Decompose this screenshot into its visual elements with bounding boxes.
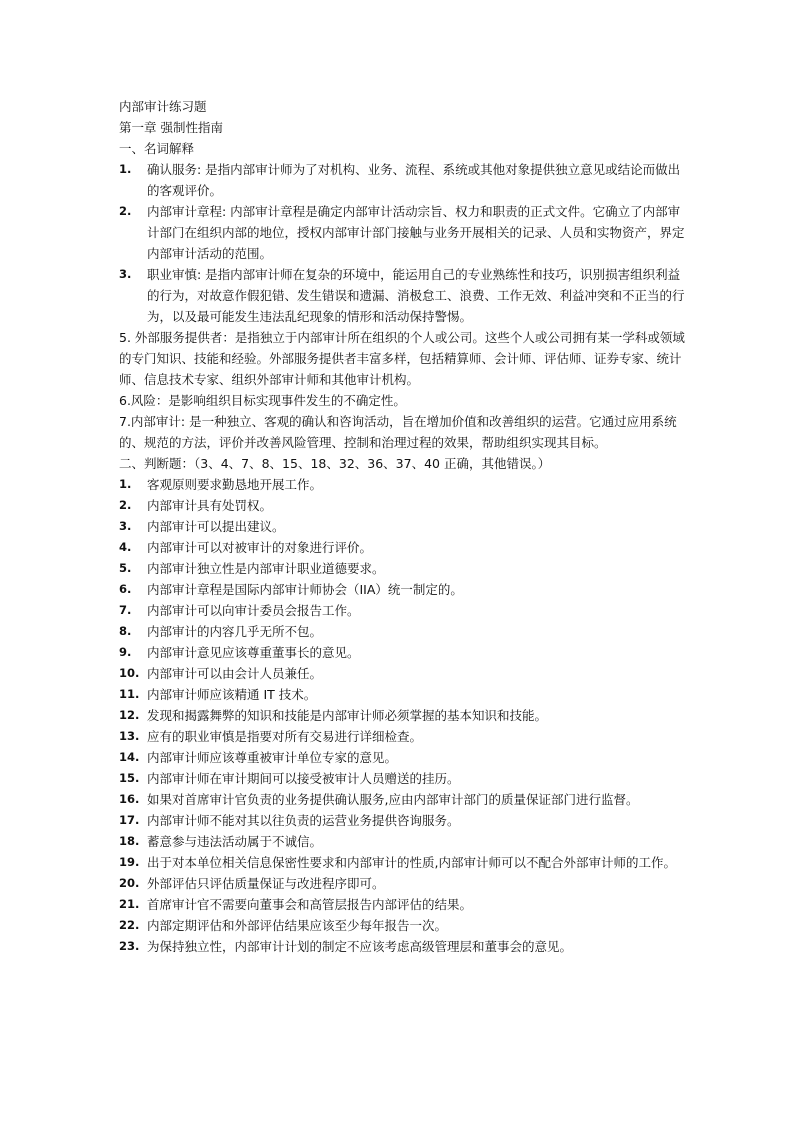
item-text: 内部审计师在审计期间可以接受被审计人员赠送的挂历。 xyxy=(147,771,460,786)
item-number: 3. xyxy=(119,519,132,533)
item-number: 11. xyxy=(119,687,140,701)
true-false-item xyxy=(119,726,685,747)
item-number: 14. xyxy=(119,750,140,764)
chapter-heading: 第一章 强制性指南 xyxy=(119,120,223,135)
item-text: 内部审计师应该精通 IT 技术。 xyxy=(147,687,317,702)
item-text: 出于对本单位相关信息保密性要求和内部审计的性质,内部审计师可以不配合外部审计师的工作。 xyxy=(147,855,676,870)
true-false-item xyxy=(119,831,685,852)
definition-paragraph-7: 7.内部审计: 是一种独立、客观的确认和咨询活动，旨在增加价值和改善组织的运营。它通过应用系统的、规范的方法，评价并改善风险管理、控制和治理过程的效果，帮助组织实现其目标。 xyxy=(119,414,677,450)
item-text: 为保持独立性，内部审计计划的制定不应该考虑高级管理层和董事会的意见。 xyxy=(147,939,573,954)
item-text: 内部审计可以由会计人员兼任。 xyxy=(147,666,323,681)
item-text: 内部审计可以向审计委员会报告工作。 xyxy=(147,603,360,618)
item-number: 8. xyxy=(119,624,132,638)
item-number: 20. xyxy=(119,876,140,890)
item-number: 16. xyxy=(119,792,140,806)
true-false-item xyxy=(119,663,685,684)
item-number: 10. xyxy=(119,666,140,680)
item-number: 3. xyxy=(119,267,132,281)
item-text: 内部审计具有处罚权。 xyxy=(147,498,273,513)
true-false-item xyxy=(119,684,685,705)
true-false-item xyxy=(119,600,685,621)
item-text: 内部审计章程是国际内部审计师协会（IIA）统一制定的。 xyxy=(147,582,463,597)
definition-item xyxy=(119,159,685,201)
item-text: 内部审计师不能对其以往负责的运营业务提供咨询服务。 xyxy=(147,813,460,828)
true-false-item xyxy=(119,852,685,873)
item-text: 发现和揭露舞弊的知识和技能是内部审计师必须掌握的基本知识和技能。 xyxy=(147,708,548,723)
definitions-list xyxy=(119,159,685,327)
true-false-item xyxy=(119,747,685,768)
item-number: 2. xyxy=(119,204,132,218)
true-false-item xyxy=(119,474,685,495)
item-text: 内部审计章程: 内部审计章程是确定内部审计活动宗旨、权力和职责的正式文件。它确立了内部审计部门在组织内部的地位，授权内部审计部门接触与业务开展相关的记录、人员和实物资产，界定内部审计活动的范围。 xyxy=(147,204,685,261)
true-false-item xyxy=(119,873,685,894)
item-number: 7. xyxy=(119,603,132,617)
item-text: 内部审计意见应该尊重董事长的意见。 xyxy=(147,645,360,660)
item-number: 9. xyxy=(119,645,132,659)
item-number: 22. xyxy=(119,918,140,932)
true-false-item xyxy=(119,558,685,579)
section-heading-definitions: 一、名词解释 xyxy=(119,141,195,156)
item-text: 内部定期评估和外部评估结果应该至少每年报告一次。 xyxy=(147,918,448,933)
definition-item xyxy=(119,264,685,327)
true-false-list xyxy=(119,474,685,957)
item-text: 外部评估只评估质量保证与改进程序即可。 xyxy=(147,876,385,891)
item-text: 应有的职业审慎是指要对所有交易进行详细检查。 xyxy=(147,729,423,744)
true-false-item xyxy=(119,789,685,810)
item-number: 12. xyxy=(119,708,140,722)
true-false-item xyxy=(119,579,685,600)
item-number: 1. xyxy=(119,162,132,176)
true-false-item xyxy=(119,915,685,936)
item-number: 6. xyxy=(119,582,132,596)
true-false-item xyxy=(119,768,685,789)
item-number: 2. xyxy=(119,498,132,512)
item-number: 5. xyxy=(119,561,132,575)
item-text: 客观原则要求勤恳地开展工作。 xyxy=(147,477,323,492)
item-number: 4. xyxy=(119,540,132,554)
document-page xyxy=(119,96,685,957)
item-text: 首席审计官不需要向董事会和高管层报告内部评估的结果。 xyxy=(147,897,473,912)
true-false-item xyxy=(119,705,685,726)
document-title: 内部审计练习题 xyxy=(119,99,207,114)
item-text: 内部审计可以对被审计的对象进行评价。 xyxy=(147,540,373,555)
item-text: 内部审计可以提出建议。 xyxy=(147,519,285,534)
true-false-item xyxy=(119,936,685,957)
item-text: 内部审计的内容几乎无所不包。 xyxy=(147,624,323,639)
item-number: 1. xyxy=(119,477,132,491)
item-number: 23. xyxy=(119,939,140,953)
section-heading-true-false: 二、判断题：（3、4、7、8、15、18、32、36、37、40 正确，其他错误。） xyxy=(119,456,551,471)
item-text: 如果对首席审计官负责的业务提供确认服务,应由内部审计部门的质量保证部门进行监督。 xyxy=(147,792,639,807)
item-text: 职业审慎: 是指内部审计师在复杂的环境中，能运用自己的专业熟练性和技巧，识别损害组织利益的行为，对故意作假犯错、发生错误和遗漏、消极怠工、浪费、工作无效、利益冲突和不正当的行为，以及最可能发生违法乱纪现象的情形和活动保持警惕。 xyxy=(147,267,685,324)
true-false-item xyxy=(119,495,685,516)
item-number: 19. xyxy=(119,855,140,869)
true-false-item xyxy=(119,621,685,642)
definition-item xyxy=(119,201,685,264)
true-false-item xyxy=(119,894,685,915)
true-false-item xyxy=(119,537,685,558)
item-text: 蓄意参与违法活动属于不诚信。 xyxy=(147,834,323,849)
item-number: 18. xyxy=(119,834,140,848)
true-false-item xyxy=(119,810,685,831)
item-number: 15. xyxy=(119,771,140,785)
definition-paragraph-5: 5. 外部服务提供者：是指独立于内部审计所在组织的个人或公司。这些个人或公司拥有某一学科或领域的专门知识、技能和经验。外部服务提供者丰富多样，包括精算师、会计师、评估师、证券专家、统计师、信息技术专家、组织外部审计师和其他审计机构。 xyxy=(119,330,685,387)
true-false-item xyxy=(119,642,685,663)
item-text: 内部审计师应该尊重被审计单位专家的意见。 xyxy=(147,750,398,765)
item-number: 13. xyxy=(119,729,140,743)
item-number: 21. xyxy=(119,897,140,911)
item-text: 确认服务: 是指内部审计师为了对机构、业务、流程、系统或其他对象提供独立意见或结论而做出的客观评价。 xyxy=(147,162,681,198)
definition-paragraph-6: 6.风险：是影响组织目标实现事件发生的不确定性。 xyxy=(119,393,406,408)
item-text: 内部审计独立性是内部审计职业道德要求。 xyxy=(147,561,385,576)
true-false-item xyxy=(119,516,685,537)
item-number: 17. xyxy=(119,813,140,827)
